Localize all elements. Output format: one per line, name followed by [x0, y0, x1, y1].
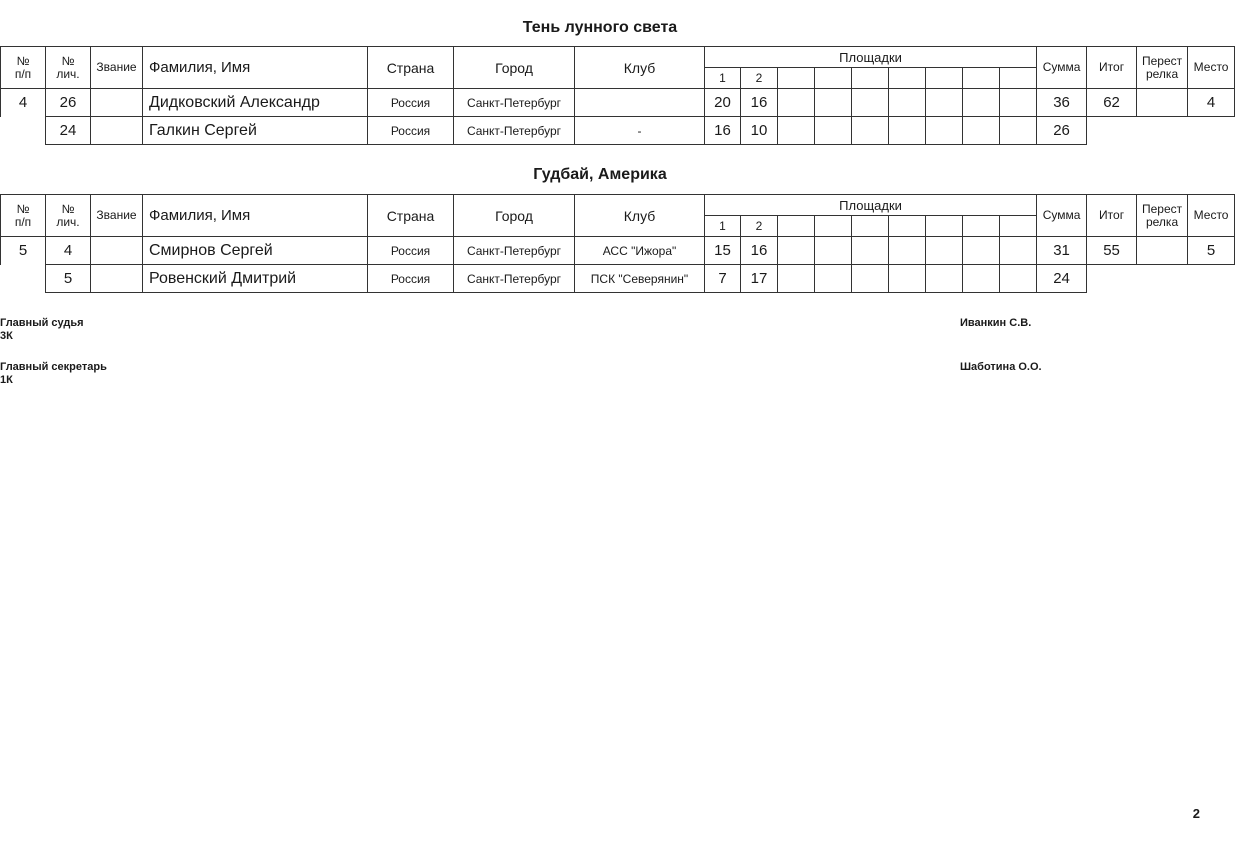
court-score-blank	[963, 117, 1000, 145]
team-replay	[1137, 89, 1188, 117]
court-score-blank	[963, 237, 1000, 265]
header-num-line2: п/п	[14, 214, 32, 229]
team-replay-blank	[1137, 117, 1188, 145]
header-courts: Площадки	[705, 47, 1037, 68]
player-lic: 24	[46, 117, 91, 145]
header-city: Город	[454, 195, 575, 237]
team-num: 4	[1, 89, 46, 117]
header-club: Клуб	[575, 195, 705, 237]
player-name: Дидковский Александр	[143, 89, 368, 117]
chief-judge-block	[0, 317, 84, 343]
player-lic: 26	[46, 89, 91, 117]
header-lic	[46, 47, 91, 89]
header-num-line1: №	[16, 201, 30, 216]
header-replay-line2: релка	[1145, 214, 1179, 229]
player-name: Смирнов Сергей	[143, 237, 368, 265]
header-court-blank	[778, 216, 815, 237]
player-city: Санкт-Петербург	[454, 265, 575, 293]
results-table	[0, 46, 1235, 145]
team-replay-blank	[1137, 265, 1188, 293]
header-court-blank	[852, 68, 889, 89]
header-replay	[1137, 195, 1188, 237]
header-place: Место	[1188, 195, 1235, 237]
header-rank: Звание	[91, 195, 143, 237]
court-score-blank	[1000, 117, 1037, 145]
header-lic	[46, 195, 91, 237]
header-country: Страна	[368, 47, 454, 89]
header-replay	[1137, 47, 1188, 89]
header-replay-line1: Перест	[1141, 53, 1183, 68]
header-num-line1: №	[16, 53, 30, 68]
team-num-blank	[1, 265, 46, 293]
team-place: 4	[1188, 89, 1235, 117]
player-rank	[91, 237, 143, 265]
court-score-blank	[778, 117, 815, 145]
header-court-blank	[778, 68, 815, 89]
court-score-blank	[926, 117, 963, 145]
chief-secretary-category: 1К	[0, 374, 13, 386]
header-court-1: 1	[705, 68, 741, 89]
player-country: Россия	[368, 89, 454, 117]
court-1-score: 16	[705, 117, 741, 145]
player-lic: 5	[46, 265, 91, 293]
header-sum: Сумма	[1037, 47, 1087, 89]
section-title: Тень лунного света	[522, 19, 678, 36]
header-court-blank	[963, 68, 1000, 89]
court-score-blank	[926, 265, 963, 293]
chief-judge-name: Иванкин С.В.	[960, 317, 1032, 329]
header-court-blank	[815, 68, 852, 89]
court-score-blank	[815, 117, 852, 145]
header-num	[1, 47, 46, 89]
court-score-blank	[889, 237, 926, 265]
header-row	[1, 47, 1235, 68]
player-lic: 4	[46, 237, 91, 265]
player-city: Санкт-Петербург	[454, 117, 575, 145]
court-score-blank	[778, 89, 815, 117]
header-lic-line1: №	[61, 53, 75, 68]
header-court-blank	[1000, 216, 1037, 237]
header-court-blank	[926, 216, 963, 237]
header-replay-line1: Перест	[1141, 201, 1183, 216]
header-rank: Звание	[91, 47, 143, 89]
chief-secretary-role: Главный секретарь	[0, 361, 107, 373]
court-score-blank	[1000, 89, 1037, 117]
table-row	[1, 89, 1235, 117]
player-club: ПСК "Северянин"	[575, 265, 705, 293]
header-total: Итог	[1087, 47, 1137, 89]
court-score-blank	[852, 265, 889, 293]
header-courts: Площадки	[705, 195, 1037, 216]
court-score-blank	[889, 265, 926, 293]
header-row	[1, 195, 1235, 216]
player-club: -	[575, 117, 705, 145]
team-num-blank	[1, 117, 46, 145]
player-name: Ровенский Дмитрий	[143, 265, 368, 293]
court-score-blank	[926, 237, 963, 265]
court-score-blank	[889, 117, 926, 145]
header-num	[1, 195, 46, 237]
header-club: Клуб	[575, 47, 705, 89]
player-city: Санкт-Петербург	[454, 89, 575, 117]
header-sum: Сумма	[1037, 195, 1087, 237]
court-score-blank	[963, 265, 1000, 293]
court-score-blank	[1000, 237, 1037, 265]
player-sum: 24	[1037, 265, 1087, 293]
header-total: Итог	[1087, 195, 1137, 237]
player-sum: 26	[1037, 117, 1087, 145]
header-court-1: 1	[705, 216, 741, 237]
header-num-line2: п/п	[14, 66, 32, 81]
court-score-blank	[963, 89, 1000, 117]
header-court-blank	[963, 216, 1000, 237]
header-lic-line1: №	[61, 201, 75, 216]
header-court-blank	[852, 216, 889, 237]
player-sum: 31	[1037, 237, 1087, 265]
header-court-blank	[889, 216, 926, 237]
court-score-blank	[852, 89, 889, 117]
team-place-blank	[1188, 265, 1235, 293]
header-country: Страна	[368, 195, 454, 237]
chief-judge-role: Главный судья	[0, 317, 84, 329]
header-name: Фамилия, Имя	[143, 47, 368, 89]
player-rank	[91, 117, 143, 145]
player-country: Россия	[368, 237, 454, 265]
header-replay-line2: релка	[1145, 66, 1179, 81]
court-1-score: 20	[705, 89, 741, 117]
player-rank	[91, 265, 143, 293]
header-court-2: 2	[741, 216, 778, 237]
player-club: АСС "Ижора"	[575, 237, 705, 265]
court-1-score: 15	[705, 237, 741, 265]
player-sum: 36	[1037, 89, 1087, 117]
team-place-blank	[1188, 117, 1235, 145]
team-total: 55	[1087, 237, 1137, 265]
chief-secretary-block	[0, 361, 107, 387]
court-score-blank	[815, 237, 852, 265]
header-place: Место	[1188, 47, 1235, 89]
team-total: 62	[1087, 89, 1137, 117]
court-2-score: 16	[741, 237, 778, 265]
team-total-blank	[1087, 265, 1137, 293]
court-2-score: 17	[741, 265, 778, 293]
court-score-blank	[778, 237, 815, 265]
court-score-blank	[815, 89, 852, 117]
chief-judge-category: 3К	[0, 330, 13, 342]
court-1-score: 7	[705, 265, 741, 293]
team-replay	[1137, 237, 1188, 265]
results-table	[0, 194, 1235, 293]
team-num: 5	[1, 237, 46, 265]
player-country: Россия	[368, 265, 454, 293]
section-title: Гудбай, Америка	[533, 166, 667, 183]
court-2-score: 16	[741, 89, 778, 117]
chief-secretary-name: Шаботина О.О.	[960, 361, 1042, 373]
court-score-blank	[852, 237, 889, 265]
header-lic-line2: лич.	[56, 214, 80, 229]
page-number: 2	[1192, 806, 1200, 821]
header-court-blank	[889, 68, 926, 89]
header-court-blank	[815, 216, 852, 237]
header-name: Фамилия, Имя	[143, 195, 368, 237]
player-country: Россия	[368, 117, 454, 145]
player-club	[575, 89, 705, 117]
player-name: Галкин Сергей	[143, 117, 368, 145]
team-place: 5	[1188, 237, 1235, 265]
table-row	[1, 265, 1235, 293]
player-city: Санкт-Петербург	[454, 237, 575, 265]
court-score-blank	[852, 117, 889, 145]
header-court-blank	[926, 68, 963, 89]
court-score-blank	[889, 89, 926, 117]
table-row	[1, 117, 1235, 145]
court-score-blank	[926, 89, 963, 117]
header-lic-line2: лич.	[56, 66, 80, 81]
team-total-blank	[1087, 117, 1137, 145]
header-court-2: 2	[741, 68, 778, 89]
header-city: Город	[454, 47, 575, 89]
player-rank	[91, 89, 143, 117]
table-row	[1, 237, 1235, 265]
court-2-score: 10	[741, 117, 778, 145]
header-court-blank	[1000, 68, 1037, 89]
court-score-blank	[1000, 265, 1037, 293]
court-score-blank	[815, 265, 852, 293]
court-score-blank	[778, 265, 815, 293]
